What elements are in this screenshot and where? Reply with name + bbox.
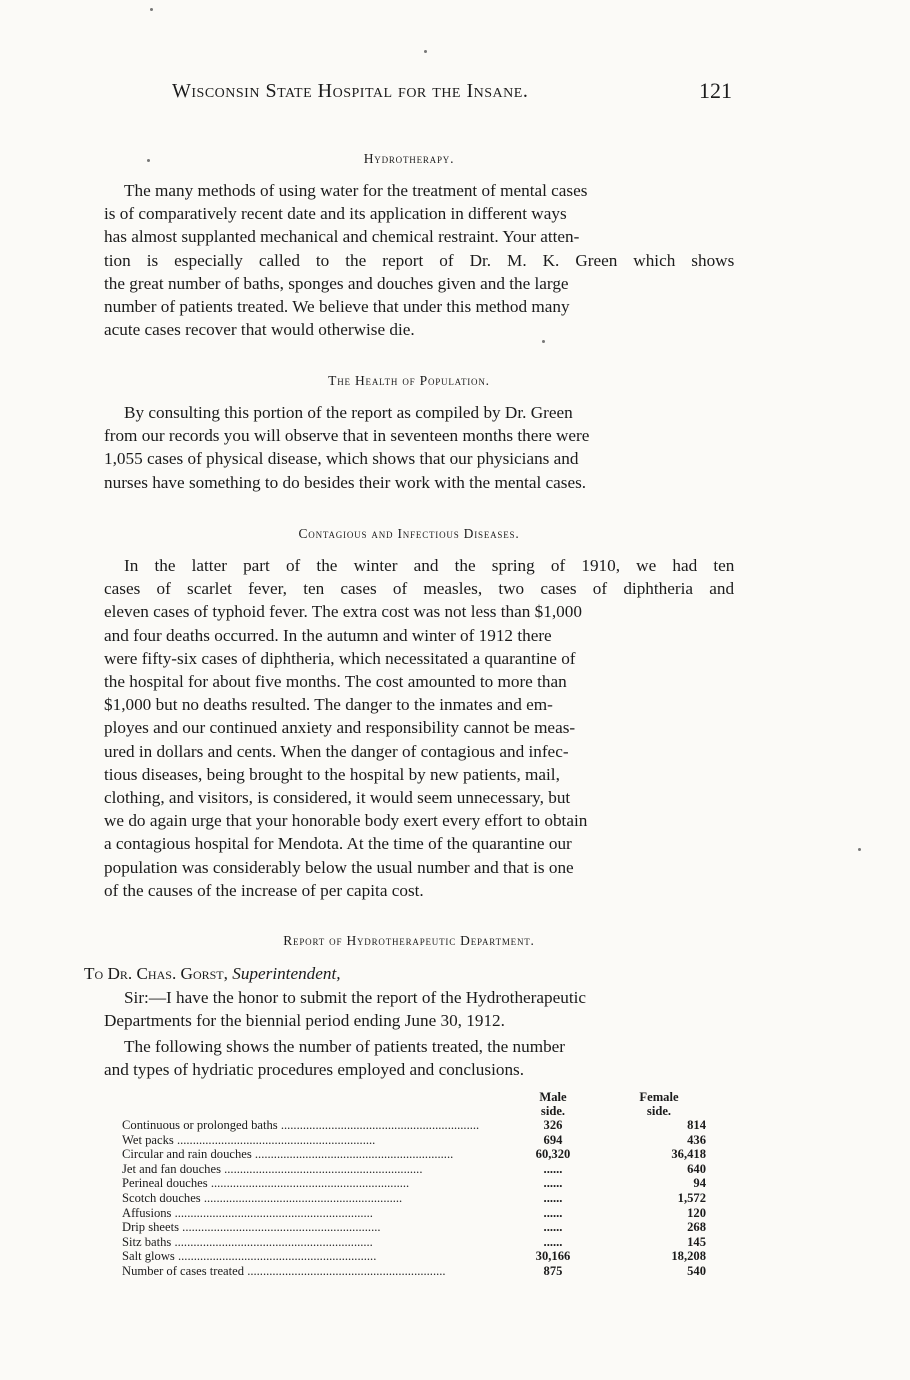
text-line: The many methods of using water for the treatment of mental cases [124, 181, 588, 200]
text-line: In the latter part of the winter and the spring of 1910, we had ten [124, 556, 735, 575]
text-line: By consulting this portion of the report as compiled by Dr. Green [124, 403, 573, 422]
text-line: of the causes of the increase of per capita cost. [104, 880, 424, 900]
section-heading-health: The Health of Population. [328, 373, 490, 388]
row-male-value: ...... [543, 1234, 563, 1249]
row-female-value: 814 [687, 1118, 706, 1132]
paragraph-contagious [84, 554, 734, 902]
table-row [122, 1220, 710, 1235]
section-heading-contagious: Contagious and Infectious Diseases. [298, 526, 520, 541]
text-line: ured in dollars and cents. When the danger of contagious and infec- [104, 741, 569, 761]
row-label: Continuous or prolonged baths ..... [122, 1118, 494, 1133]
row-male-value: 326 [543, 1118, 563, 1132]
table-row [122, 1118, 710, 1133]
text-line: population was considerably below the usual number and that is one [104, 857, 574, 877]
table-row [122, 1235, 710, 1250]
text-line: the great number of baths, sponges and douches given and the large [104, 273, 569, 293]
text-line: cases of scarlet fever, ten cases of measles, two cases of diphtheria and [104, 579, 735, 599]
running-title: Wisconsin State Hospital for the Insane. [172, 80, 529, 102]
text-line: and four deaths occurred. In the autumn and winter of 1912 there [104, 625, 552, 645]
text-line: a contagious hospital for Mendota. At the time of the quarantine our [104, 834, 572, 854]
text-line: $1,000 but no deaths resulted. The danger to the inmates and em- [104, 695, 553, 715]
row-label: Salt glows ..... [122, 1249, 494, 1264]
text-line: The following shows the number of patients treated, the number [124, 1037, 566, 1056]
row-female-value: 436 [687, 1132, 706, 1147]
paragraph-sir [84, 986, 734, 1032]
text-line: the hospital for about five months. The cost amounted to more than [104, 672, 567, 692]
row-male-value: ...... [543, 1176, 563, 1191]
scan-speck [150, 8, 153, 11]
row-label: Number of cases treated ..... [122, 1264, 494, 1279]
row-male-value: ...... [543, 1161, 563, 1176]
text-line: nurses have something to do besides their work with the mental cases. [104, 472, 587, 492]
table-row [122, 1249, 710, 1264]
paragraph-intro [84, 1035, 734, 1081]
row-label: Scotch douches ..... [122, 1191, 494, 1206]
row-male-value: 694 [543, 1132, 563, 1147]
salutation [84, 962, 341, 985]
row-male-value: 60,320 [535, 1147, 571, 1162]
row-female-value: 1,572 [677, 1190, 706, 1205]
row-female-value: 145 [687, 1234, 706, 1249]
section-heading-report: Report of Hydrotherapeutic Department. [283, 933, 535, 948]
table-row [122, 1264, 710, 1279]
row-label: Sitz baths ..... [122, 1235, 494, 1250]
text-line: 1,055 cases of physical disease, which shows that our physicians and [104, 449, 579, 469]
row-male-value: ...... [543, 1205, 563, 1220]
row-female-value: 36,418 [671, 1147, 706, 1162]
text-line: we do again urge that your honorable body exert every effort to obtain [104, 811, 588, 831]
scan-speck [147, 159, 150, 162]
row-label: Drip sheets ..... [122, 1220, 494, 1235]
table-row [122, 1176, 710, 1191]
table-body [122, 1118, 710, 1279]
text-line: tious diseases, being brought to the hospital by new patients, mail, [104, 764, 560, 784]
row-male-value: ...... [543, 1220, 563, 1235]
row-female-value: 94 [693, 1176, 706, 1191]
scan-speck [424, 50, 427, 53]
row-male-value: 875 [543, 1263, 563, 1278]
col-male-header: Male side. [539, 1090, 567, 1118]
text-line: is of comparatively recent date and its application in different ways [104, 204, 567, 224]
row-female-value: 640 [687, 1161, 706, 1176]
row-label: Circular and rain douches ..... [122, 1147, 494, 1162]
row-female-value: 18,208 [671, 1249, 706, 1264]
row-female-value: 268 [687, 1220, 706, 1235]
text-line: eleven cases of typhoid fever. The extra cost was not less than $1,000 [104, 602, 582, 622]
table-header-row [122, 1090, 710, 1118]
text-line: ployes and our continued anxiety and responsibility cannot be meas- [104, 718, 576, 738]
text-line: has almost supplanted mechanical and chemical restraint. Your atten- [104, 227, 580, 247]
col-female-header: Female side. [639, 1090, 679, 1118]
row-label: Wet packs ..... [122, 1133, 494, 1148]
text-line: were fifty-six cases of diphtheria, which necessitated a quarantine of [104, 648, 576, 668]
text-line: Sir:—I have the honor to submit the report of the Hydrotherapeutic [124, 988, 587, 1007]
table-row [122, 1191, 710, 1206]
row-label: Affusions ..... [122, 1206, 494, 1221]
table-row [122, 1206, 710, 1221]
running-header [172, 78, 732, 110]
text-line: clothing, and visitors, is considered, it would seem unnecessary, but [104, 788, 571, 808]
table-row [122, 1133, 710, 1148]
paragraph-health [84, 401, 734, 494]
table-row [122, 1147, 710, 1162]
section-heading-hydrotherapy: Hydrotherapy. [363, 151, 455, 166]
table-row [122, 1162, 710, 1177]
text-line: acute cases recover that would otherwise die. [104, 320, 415, 340]
paragraph-hydrotherapy [84, 179, 734, 341]
text-line: and types of hydriatic procedures employed and conclusions. [104, 1060, 525, 1080]
page-number: 121 [699, 78, 732, 103]
text-line: Departments for the biennial period ending June 30, 1912. [104, 1011, 505, 1031]
row-male-value: 30,166 [535, 1249, 571, 1264]
row-male-value: ...... [543, 1190, 563, 1205]
row-label: Jet and fan douches ..... [122, 1162, 494, 1177]
row-female-value: 120 [687, 1205, 706, 1220]
text-line: tion is especially called to the report of Dr. M. K. Green which shows [104, 250, 735, 270]
salutation-role: Superintendent, [232, 964, 341, 983]
text-line: number of patients treated. We believe that under this method many [104, 297, 570, 317]
procedures-table [122, 1090, 710, 1279]
salutation-to: To Dr. Chas. Gorst, [84, 964, 228, 983]
text-line: from our records you will observe that in seventeen months there were [104, 426, 590, 446]
row-label: Perineal douches ..... [122, 1176, 494, 1191]
scan-speck [858, 848, 861, 851]
scan-speck [542, 340, 545, 343]
row-female-value: 540 [687, 1263, 706, 1278]
